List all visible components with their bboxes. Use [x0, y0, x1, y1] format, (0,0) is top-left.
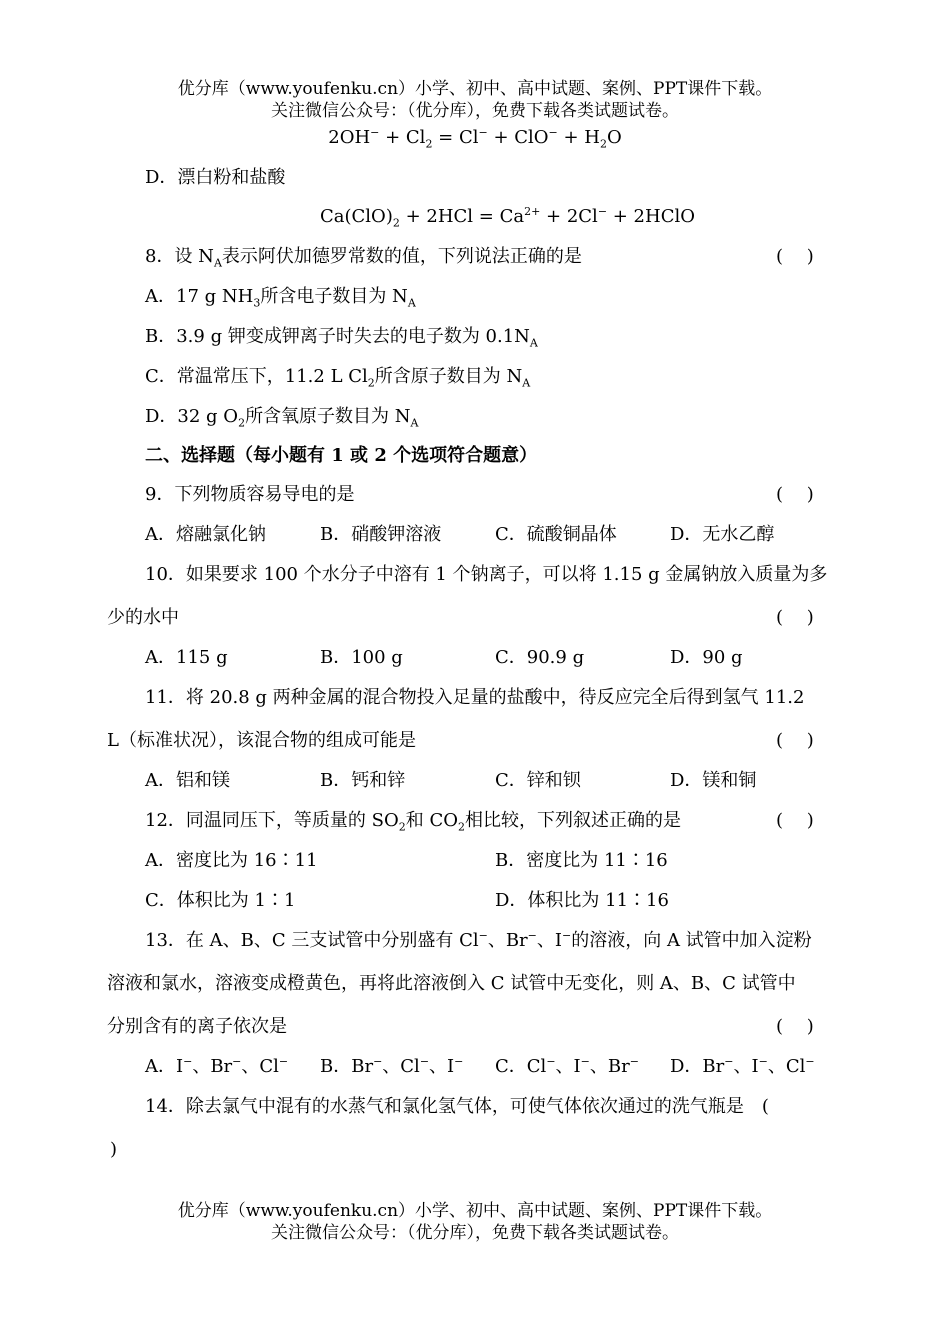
section-2-heading: 二、选择题（每小题有 1 或 2 个选项符合题意） — [145, 445, 538, 466]
q10-answer-paren: ( ) — [776, 607, 814, 628]
q8-stem: 8．设 $N_A$表示阿伏加德罗常数的值，下列说法正确的是 — [145, 246, 582, 270]
q14-stem-line-1: 14．除去氯气中混有的水蒸气和氯化氢气体，可使气体依次通过的洗气瓶是 ( — [145, 1096, 769, 1117]
q9-answer-paren: ( ) — [776, 484, 814, 505]
q9-stem: 9．下列物质容易导电的是 — [145, 484, 355, 505]
q12-answer-paren: ( ) — [776, 810, 814, 831]
q10-option-c: C．90.9 g — [495, 647, 585, 668]
q13-option-a: A．I−、Br−、Cl− — [145, 1055, 289, 1077]
q11-option-a: A．铝和镁 — [145, 770, 230, 791]
q11-option-d: D．镁和铜 — [670, 770, 757, 791]
q12-option-a: A．密度比为 16∶11 — [145, 850, 318, 871]
q13-option-b: B．Br−、Cl−、I− — [320, 1055, 464, 1077]
q13-option-c: C．Cl−、I−、Br− — [495, 1055, 639, 1077]
q10-stem-line-1: 10．如果要求 100 个水分子中溶有 1 个钠离子，可以将 1.15 g 金属钠放入质量为多 — [145, 564, 828, 585]
q8-option-b: B．3.9 g 钾变成钾离子时失去的电子数为 $0.1N_A$ — [145, 326, 538, 350]
q12-option-b: B．密度比为 11∶16 — [495, 850, 668, 871]
q13-stem-line-2: 溶液和氯水，溶液变成橙黄色，再将此溶液倒入 C 试管中无变化，则 A、B、C 试管中 — [107, 973, 796, 994]
q8-option-d: D．32 g $O_2$所含氧原子数目为 $N_A$ — [145, 406, 419, 430]
q9-option-c: C．硫酸铜晶体 — [495, 524, 617, 545]
q10-option-d: D．90 g — [670, 647, 743, 668]
q10-stem-line-2: 少的水中 — [107, 607, 179, 628]
q10-option-b: B．100 g — [320, 647, 403, 668]
q8-option-c: C．常温常压下，11.2 L $Cl_2$所含原子数目为 $N_A$ — [145, 366, 531, 390]
footer-line-1: 优分库（www.youfenku.cn）小学、初中、高中试题、案例、PPT课件下载。 — [177, 1201, 773, 1221]
q9-option-b: B．硝酸钾溶液 — [320, 524, 442, 545]
footer-line-2: 关注微信公众号：（优分库），免费下载各类试题试卷。 — [271, 1223, 679, 1243]
q11-stem-line-2: L（标准状况），该混合物的组成可能是 — [107, 730, 416, 751]
header-line-2: 关注微信公众号：（优分库），免费下载各类试题试卷。 — [271, 101, 679, 121]
q8-option-a: A．17 g $NH_3$所含电子数目为 $N_A$ — [145, 286, 416, 310]
q11-answer-paren: ( ) — [776, 730, 814, 751]
q9-option-a: A．熔融氯化钠 — [145, 524, 266, 545]
q8-answer-paren: ( ) — [776, 246, 814, 267]
q13-stem-line-3: 分别含有的离子依次是 — [107, 1016, 287, 1037]
q12-option-d: D．体积比为 11∶16 — [495, 890, 669, 911]
q12-stem: 12．同温同压下，等质量的 $SO_2$和 $CO_2$相比较，下列叙述正确的是 — [145, 810, 681, 834]
q12-option-c: C．体积比为 1∶1 — [145, 890, 296, 911]
q13-answer-paren: ( ) — [776, 1016, 814, 1037]
q13-option-d: D．Br−、I−、Cl− — [670, 1055, 815, 1077]
q11-option-c: C．锌和钡 — [495, 770, 581, 791]
q11-option-b: B．钙和锌 — [320, 770, 406, 791]
q13-stem-line-1: 13．在 A、B、C 三支试管中分别盛有 Cl−、Br−、I−的溶液，向 A 试管中加入淀粉 — [145, 929, 812, 951]
q10-option-a: A．115 g — [145, 647, 228, 668]
header-line-1: 优分库（www.youfenku.cn）小学、初中、高中试题、案例、PPT课件下载。 — [177, 79, 773, 99]
equation-2: $Ca(ClO)_2 + 2HCl = Ca^{2+} + 2Cl^-$ + 2HClO — [320, 205, 695, 230]
q14-stem-line-2: ) — [110, 1139, 118, 1160]
q9-option-d: D．无水乙醇 — [670, 524, 775, 545]
equation-1: $2OH^- + Cl_2 = Cl^- + ClO^- + H_2O$ — [328, 126, 622, 151]
q11-stem-line-1: 11．将 20.8 g 两种金属的混合物投入足量的盐酸中，待反应完全后得到氢气 11.2 — [145, 687, 805, 708]
q7-option-d: D．漂白粉和盐酸 — [145, 167, 286, 188]
